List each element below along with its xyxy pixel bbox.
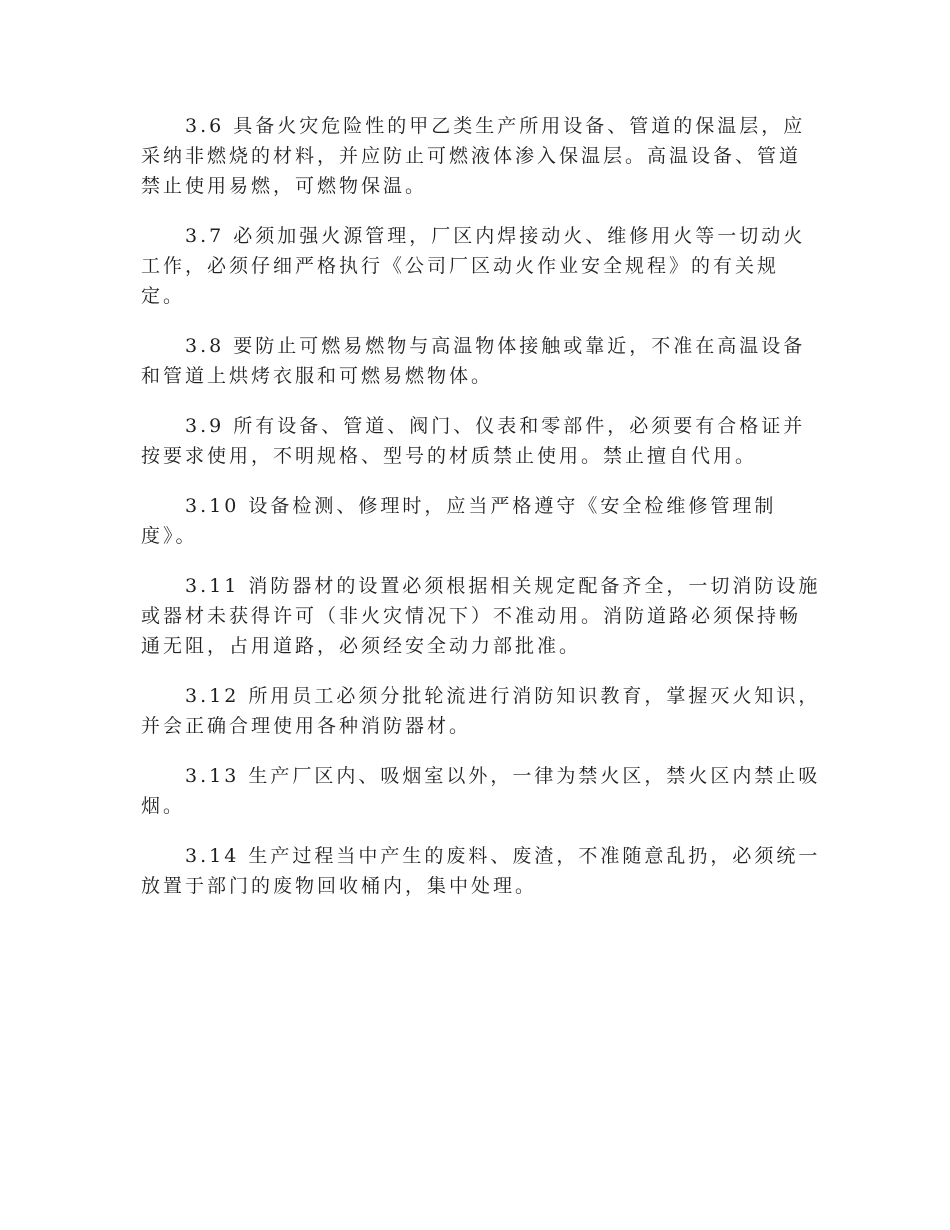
paragraph-line: 禁止使用易燃，可燃物保温。 — [141, 175, 428, 197]
paragraph-line: 度》。 — [141, 525, 198, 547]
paragraph-3-6 — [141, 111, 813, 201]
paragraph-line: 3.9 所有设备、管道、阀门、仪表和零部件，必须要有合格证并 — [185, 415, 806, 437]
paragraph-line: 3.14 生产过程当中产生的废料、废渣，不准随意乱扔，必须统一 — [185, 845, 821, 867]
paragraph-line: 3.10 设备检测、修理时，应当严格遵守《安全检维修管理制 — [185, 495, 777, 517]
paragraph-line: 定。 — [141, 285, 186, 307]
paragraph-line: 3.12 所用员工必须分批轮流进行消防知识教育，掌握灭火知识， — [185, 685, 821, 707]
paragraph-line: 3.8 要防止可燃易燃物与高温物体接触或靠近，不准在高温设备 — [185, 335, 806, 357]
paragraph-3-14 — [141, 841, 821, 901]
paragraph-line: 通无阻，占用道路，必须经安全动力部批准。 — [141, 635, 582, 657]
paragraph-3-11 — [141, 571, 821, 661]
paragraph-line: 或器材未获得许可（非火灾情况下）不准动用。消防道路必须保持畅 — [141, 605, 802, 627]
paragraph-line: 并会正确合理使用各种消防器材。 — [141, 715, 472, 737]
paragraph-line: 烟。 — [141, 795, 186, 817]
paragraph-line: 3.7 必须加强火源管理，厂区内焊接动火、维修用火等一切动火 — [185, 225, 806, 247]
paragraph-3-8 — [141, 331, 813, 391]
paragraph-line: 按要求使用，不明规格、型号的材质禁止使用。禁止擅自代用。 — [141, 445, 758, 467]
paragraph-line: 放置于部门的废物回收桶内，集中处理。 — [141, 875, 538, 897]
paragraph-3-9 — [141, 411, 813, 471]
paragraph-line: 3.6 具备火灾危险性的甲乙类生产所用设备、管道的保温层，应 — [185, 115, 806, 137]
paragraph-3-12 — [141, 681, 821, 741]
paragraph-line: 和管道上烘烤衣服和可燃易燃物体。 — [141, 365, 494, 387]
paragraph-line: 工作，必须仔细严格执行《公司厂区动火作业安全规程》的有关规 — [141, 255, 780, 277]
document-body — [141, 111, 821, 921]
paragraph-line: 3.13 生产厂区内、吸烟室以外，一律为禁火区，禁火区内禁止吸 — [185, 765, 821, 787]
paragraph-line: 3.11 消防器材的设置必须根据相关规定配备齐全，一切消防设施 — [185, 575, 821, 597]
paragraph-3-10 — [141, 491, 813, 551]
paragraph-3-13 — [141, 761, 821, 821]
paragraph-line: 采纳非燃烧的材料，并应防止可燃液体渗入保温层。高温设备、管道 — [141, 145, 802, 167]
paragraph-3-7 — [141, 221, 813, 311]
